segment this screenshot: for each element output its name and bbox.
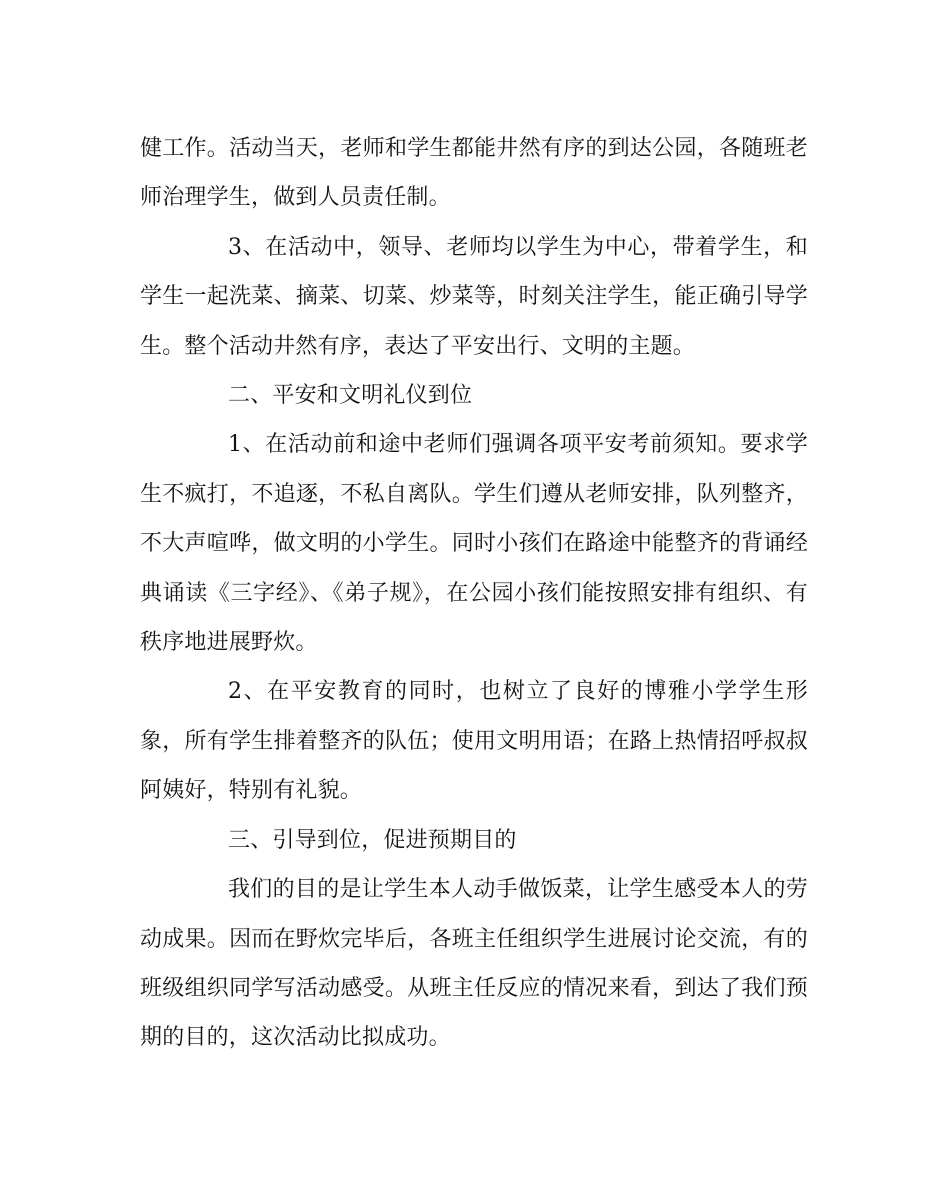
paragraph-item-1: 1、在活动前和途中老师们强调各项平安考前须知。要求学生不疯打，不追逐，不私自离队。学生们遵从老师安排，队列整齐，不大声喧哗，做文明的小学生。同时小孩们在路途中能整齐的背诵经典诵读《三字经》、《弟子规》，在公园小孩们能按照安排有组织、有秩序地进展野炊。	[140, 432, 808, 656]
section-heading-3: 三、引导到位，促进预期目的	[228, 827, 517, 853]
paragraph-continuation: 健工作。活动当天，老师和学生都能井然有序的到达公园，各随班老师治理学生，做到人员责任制。	[140, 136, 808, 211]
section-heading-2: 二、平安和文明礼仪到位	[228, 383, 473, 409]
document-body	[140, 124, 808, 1063]
paragraph-item-3: 3、在活动中，领导、老师均以学生为中心，带着学生，和学生一起洗菜、摘菜、切菜、炒菜等，时刻关注学生，能正确引导学生。整个活动井然有序，表达了平安出行、文明的主题。	[140, 234, 808, 359]
paragraph-goal: 我们的目的是让学生本人动手做饭菜，让学生感受本人的劳动成果。因而在野炊完毕后，各班主任组织学生进展讨论交流，有的班级组织同学写活动感受。从班主任反应的情况来看，到达了我们预期的目的，这次活动比拟成功。	[140, 877, 808, 1051]
paragraph-item-2: 2、在平安教育的同时，也树立了良好的博雅小学学生形象，所有学生排着整齐的队伍；使用文明用语；在路上热情招呼叔叔阿姨好，特别有礼貌。	[140, 679, 808, 804]
